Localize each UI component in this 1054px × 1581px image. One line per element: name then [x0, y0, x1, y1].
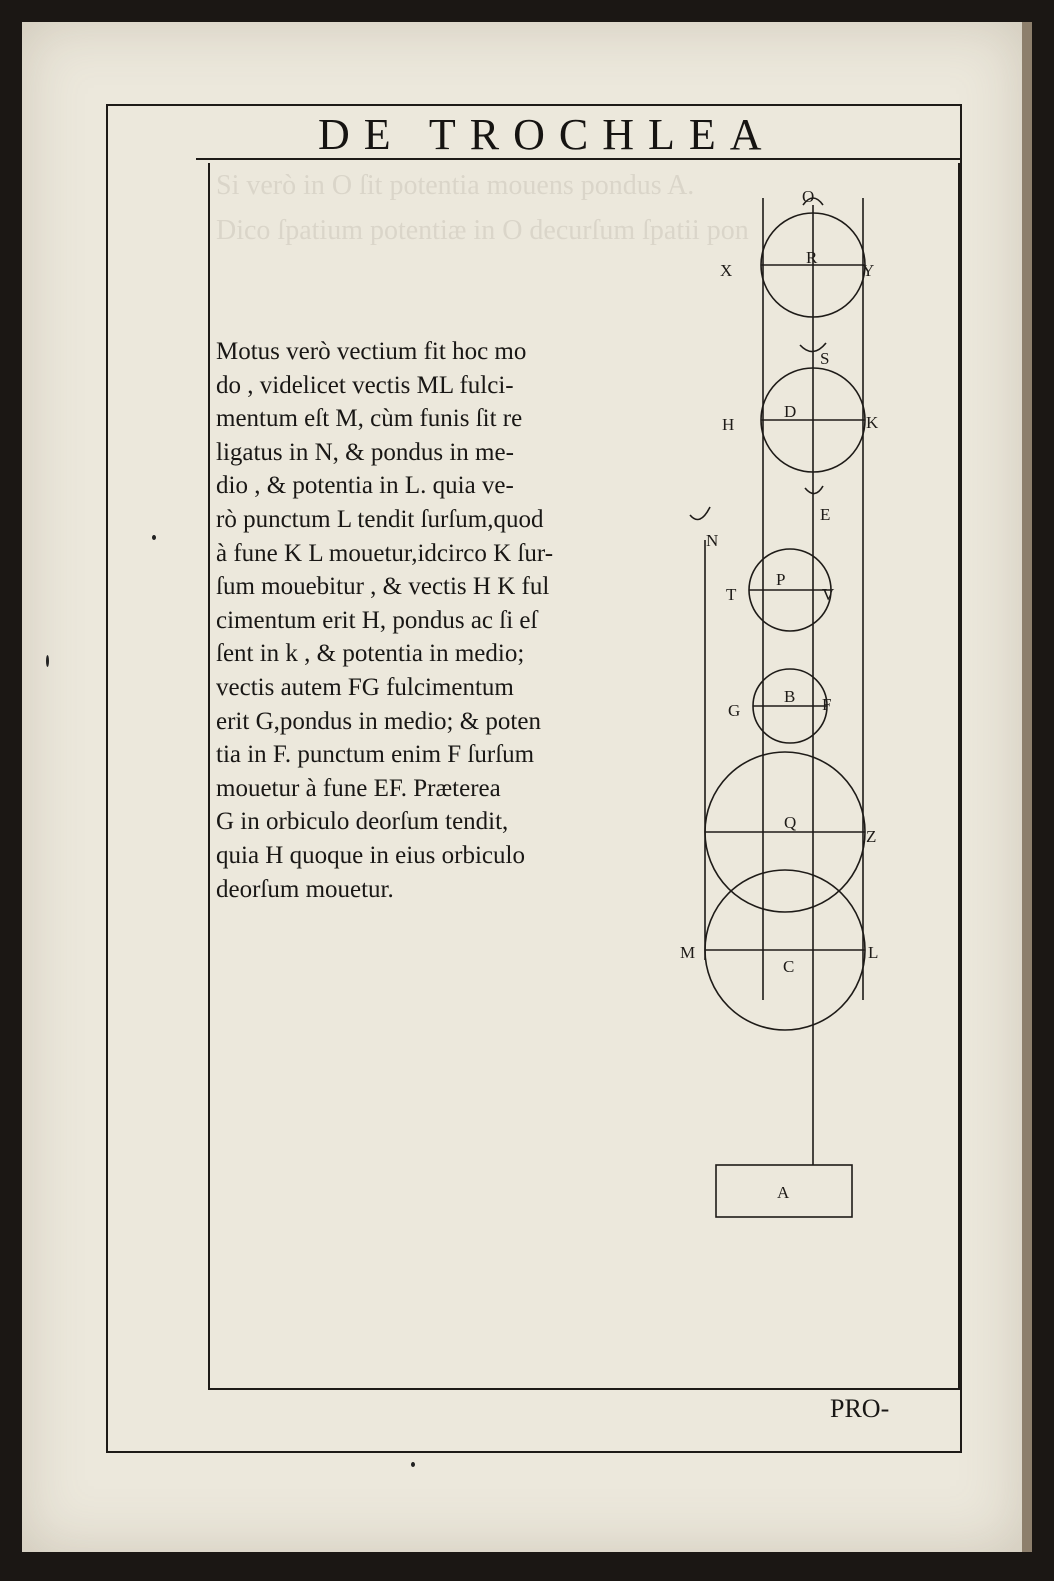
text-line: deorſum mouetur. — [216, 875, 394, 903]
text-line: ſent in k , & potentia in medio; — [216, 640, 525, 668]
label-G: G — [728, 701, 741, 720]
hook — [690, 507, 710, 520]
label-F: F — [822, 695, 832, 714]
margin-mark — [411, 1462, 415, 1467]
text-line: do , videlicet vectis ML fulci- — [216, 371, 514, 399]
text-line: tia in F. punctum enim F ſurſum — [216, 741, 535, 769]
label-X: X — [720, 261, 733, 280]
label-P: P — [776, 570, 786, 589]
text-line: mentum eſt M, cùm funis ſit re — [216, 405, 523, 433]
text-line: ligatus in N, & pondus in me- — [216, 438, 514, 466]
label-M: M — [680, 943, 696, 962]
label-E: E — [820, 505, 831, 524]
page-edge — [1022, 22, 1032, 1552]
catchword: PRO- — [830, 1394, 890, 1423]
text-line: quia H quoque in eius orbiculo — [216, 841, 525, 869]
body-text — [216, 335, 600, 906]
bleed-through: Dico ſpatium potentiæ in O decurſum ſpatii pon — [216, 215, 749, 246]
text-line: erit G,pondus in medio; & poten — [216, 707, 541, 735]
label-N: N — [706, 531, 719, 550]
running-head: DE TROCHLEA — [318, 110, 776, 159]
label-R: R — [806, 248, 818, 267]
label-B: B — [784, 687, 796, 706]
label-V: V — [822, 585, 835, 604]
label-Z: Z — [866, 827, 877, 846]
pulley-diagram — [670, 180, 910, 1240]
label-Q: Q — [784, 813, 797, 832]
text-line: mouetur à fune EF. Præterea — [216, 774, 501, 802]
text-line: dio , & potentia in L. quia ve- — [216, 472, 514, 500]
text-line: G in orbiculo deorſum tendit, — [216, 808, 509, 836]
text-line: cimentum erit H, pondus ac ſi eſ — [216, 606, 538, 634]
label-H: H — [722, 415, 735, 434]
text-line: Motus verò vectium fit hoc mo — [216, 338, 527, 365]
label-L: L — [868, 943, 879, 962]
text-line: ſum mouebitur , & vectis H K ful — [216, 573, 550, 601]
label-Y: Y — [862, 261, 875, 280]
label-O: O — [802, 187, 815, 206]
label-D: D — [784, 402, 797, 421]
text-line: à fune K L mouetur,idcirco K ſur- — [216, 539, 554, 567]
label-C: C — [783, 957, 795, 976]
margin-mark — [152, 535, 156, 540]
text-line: rò punctum L tendit ſurſum,quod — [216, 505, 544, 533]
label-T: T — [726, 585, 737, 604]
margin-mark — [46, 655, 49, 667]
bleed-through: Si verò in O ſit potentia mouens pondus A. — [216, 170, 695, 201]
text-line: vectis autem FG fulcimentum — [216, 673, 514, 701]
label-A: A — [777, 1183, 790, 1202]
label-K: K — [866, 413, 879, 432]
hook — [805, 486, 823, 494]
label-S: S — [820, 349, 830, 368]
